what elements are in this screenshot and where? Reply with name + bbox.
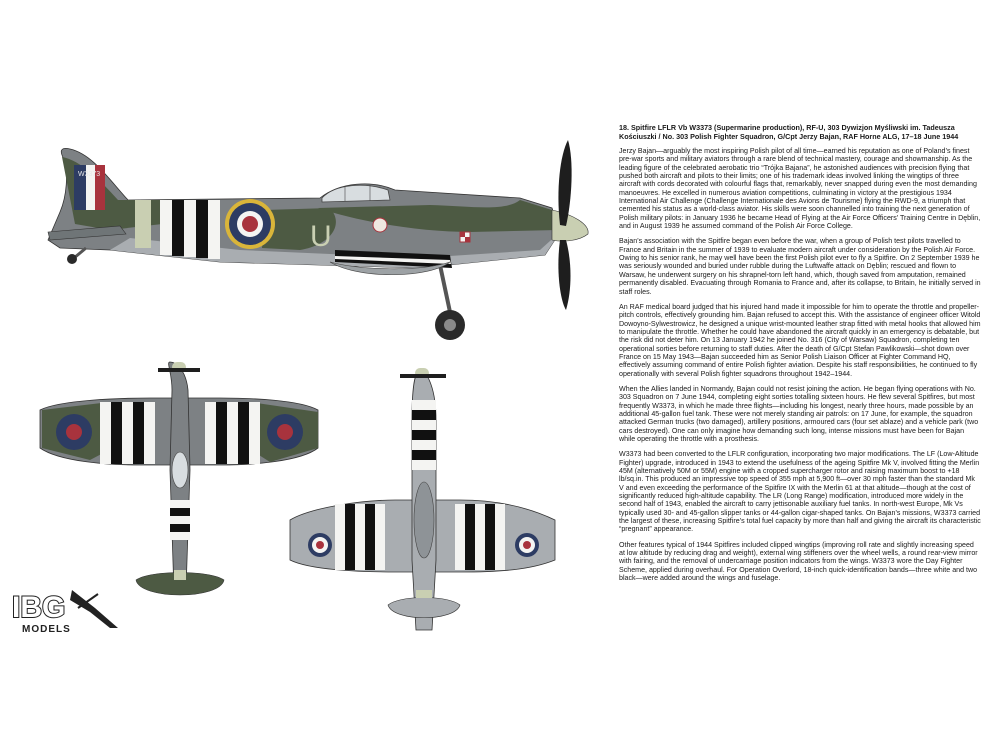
caption-title: 18. Spitfire LFLR Vb W3373 (Supermarine production), RF-U, 303 Dywizjon Myśliwski im. Tadeusza Kościuszki / No. 303 Polish Fighter Squadron, G/Cpt Jerzy Bajan, RAF Horne ALG, 17–18 June 1944	[619, 123, 959, 141]
bottom-tailplane	[388, 598, 460, 618]
bottom-drop-tank	[414, 482, 434, 558]
bottom-view	[290, 368, 555, 630]
top-canopy	[172, 452, 188, 488]
side-code-letter: U	[310, 220, 332, 253]
side-stripe	[160, 200, 172, 255]
brand-logo	[12, 590, 118, 635]
side-spinner	[552, 210, 588, 241]
side-main-gear-leg	[440, 265, 450, 312]
side-profile	[48, 140, 588, 340]
caption-paragraph: An RAF medical board judged that his injured hand made it impossible for him to operate the throttle and propeller-pitch controls, effectively grounding him. Bajan refused to accept this. With the assistance of engineer officer Witold Dowoyno-Sylwestrowicz, he designed a unique wrist-mounted leather strap fitted with metal hooks that allowed him to manipulate the throttle. Whether he could have abandoned the aircraft quickly in an emergency is debatable, but the risk did not deter him. On 13 January 1942 he joined No. 316 (City of Warsaw) Squadron, completing ten operational sorties before returning to staff duties. After the death of G/Cpt Stefan Pawlikowski—shot down over France on 15 May 1943—Bajan succeeded him as Senior Polish Liaison Officer at Fighter Command HQ, effectively assuming command of entire Polish fighter aviation. Despite his staff responsibilities, he continued to fly operationally with several Polish fighter squadrons throughout 1942–1944.	[619, 302, 981, 378]
caption-paragraph: When the Allies landed in Normandy, Bajan could not resist joining the action. He began flying operations with No. 303 Squadron on 7 June 1944, completing eight sorties totalling sixteen hours. He flew several Spitfires, but most frequently W3373, in which he made three flights—including his longest, nearly three hours, made possible by an additional 45-gallon fuel tank. These were not merely standing air patrols: on 17 June, for example, the squadron attacked German trucks (two damaged), artillery positions, armoured cars (four set ablaze) and a vehicle park (two cars destroyed). One can only imagine how demanding such long, intense missions must have been for Bajan while operating the throttle with a prosthesis.	[619, 384, 979, 443]
side-serial: W3373	[78, 171, 101, 178]
side-stripe	[196, 200, 208, 258]
caption-paragraph: W3373 had been converted to the LFLR configuration, incorporating two major modifications. The LF (Low-Altitude Fighter) upgrade, introduced in 1943 to extend the usefulness of the ageing Spitfire Mk V, involved fitting the Merlin 45M (alternatively 50M or 55M) engine with a cropped supercharger rotor and raising maximum boost to +18 lb/sq.in. This produced an impressive top speed of 355 mph at 5,900 ft—over 30 mph faster than the standard Mk V and even exceeding the performance of the Spitfire IX with the Merlin 61 at that altitude—though at the cost of significantly reduced high-altitude capability. The LR (Long Range) modification, introduced more widely in the second half of 1943, enabled the aircraft to carry jettisonable auxiliary fuel tanks. In north-west Europe, Mk Vs typically used 30- and 45-gallon slipper tanks or 44-gallon cigar-shaped tanks. On Bajan’s missions, W3373 carried the largest of these, increasing Spitfire’s total fuel capacity by more than half and giving the aircraft its characteristic “pregnant” appearance.	[619, 450, 981, 534]
side-stripe	[184, 200, 196, 257]
side-propeller-top	[558, 140, 571, 226]
caption-paragraph: Jerzy Bajan—arguably the most inspiring Polish pilot of all time—earned his reputation as one of Poland’s finest pre-war sports and military aviators through a rare blend of technical mastery, courage and showmanship. As the leading figure of the celebrated aerobatic trio “Trójka Bajana”, he astonished audiences with precision flying that pushed both aircraft and pilots to their limits; one of his trademark ideas involved linking the wingtips of three aircraft with cords decorated with colourful flags that, remarkably, never snapped during even the most demanding manoeuvres. He excelled in numerous aviation competitions, culminating in victory at the prestigious 1934 International Air Challenge (Challenge Internationale des Avions de Tourisme) flying the RWD-9, a triumph that cemented his status as a world-class aviator. His skills were soon channelled into training the next generation of Polish military pilots: in January 1936 he became Head of Flying at the Air Force Officers’ Training Centre in Dęblin, and in August 1939 he assumed command of the Polish Air Force College.	[619, 147, 981, 231]
bottom-fuselage-stripes	[412, 400, 436, 470]
side-stripe	[172, 200, 184, 256]
side-stripe	[208, 200, 220, 259]
caption-paragraph: Bajan’s association with the Spitfire began even before the war, when a group of Polish test pilots travelled to France and Britain in the summer of 1939 to evaluate modern aircraft under consideration by the Polish Air Force. Owing to his senior rank, he may well have been the first Polish pilot ever to fly a Spitfire. On 2 September 1939 he was seriously wounded and buried under rubble during the Luftwaffe attack on Dęblin; rescued and flown to Warsaw, he underwent surgery on his shrapnel-torn left hand, which, though saved from amputation, remained permanently disabled. Evacuating through Romania to France and, after its collapse, to Britain, he initially served in staff roles.	[619, 237, 981, 296]
top-view	[40, 362, 318, 595]
squadron-badge	[373, 218, 387, 232]
side-canopy	[322, 185, 390, 202]
logo-sub-text: MODELS	[22, 624, 71, 635]
side-roundel-red	[242, 216, 258, 232]
side-propeller-bottom	[558, 240, 570, 310]
side-sky-band	[135, 200, 151, 248]
top-fuselage-stripes	[170, 500, 190, 540]
caption-paragraph: Other features typical of 1944 Spitfires included clipped wingtips (improving roll rate and slightly increasing speed at low altitude by reducing drag and weight), external wing stiffeners over the wheel wells, a round rear-view mirror with fairing, and the removal of undercarriage position indicators from the wings. W3373 wore the Day Fighter Scheme, applied during overhaul. For Operation Overlord, 18-inch quick-identification bands—three white and two black—were added around the wings and fuselage.	[619, 540, 978, 583]
caption-column	[619, 124, 981, 590]
logo-brand-text: IBG	[12, 591, 66, 624]
